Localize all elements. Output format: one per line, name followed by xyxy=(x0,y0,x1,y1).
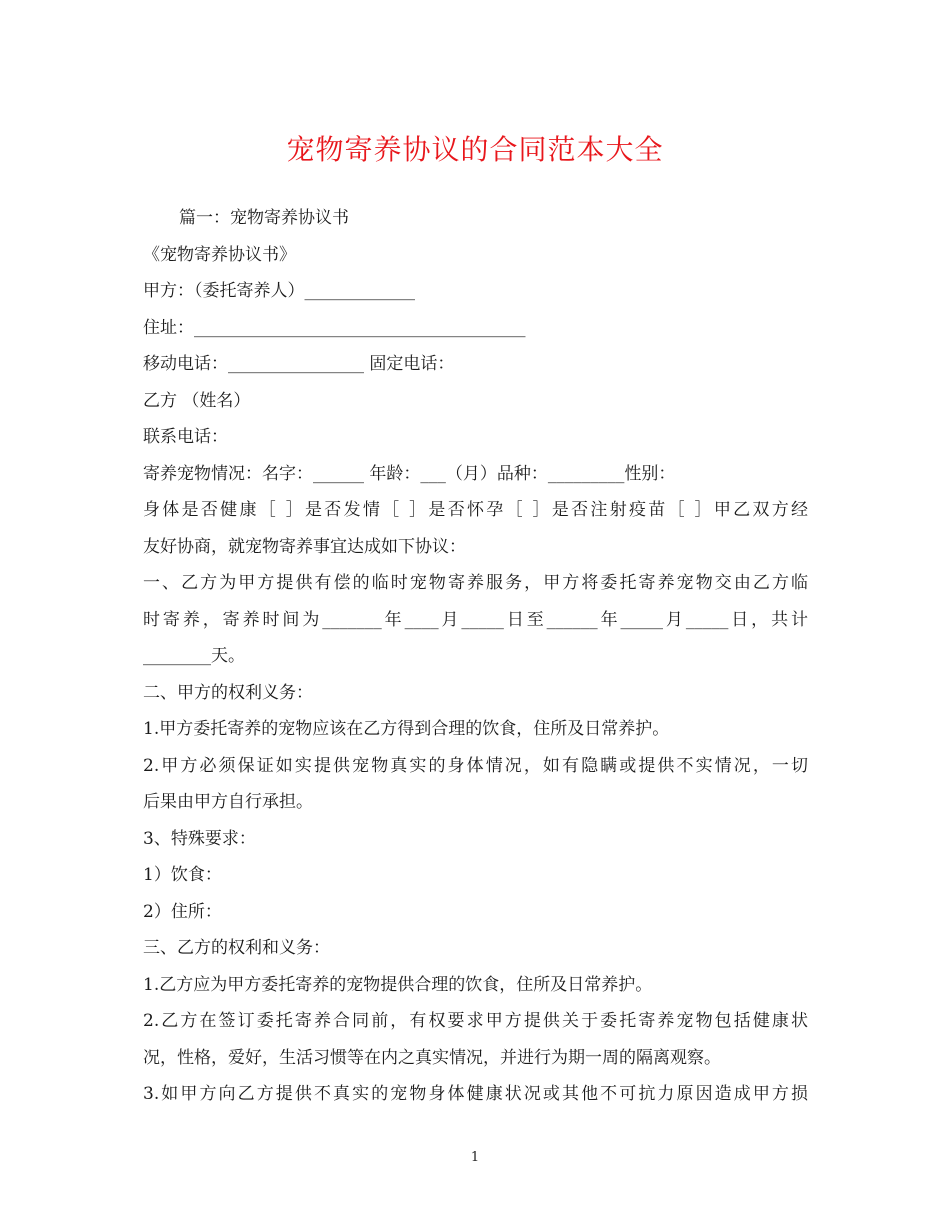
clause-3-item-2-line-1: 2.乙方在签订委托寄养合同前，有权要求甲方提供关于委托寄养宠物包括健康状 xyxy=(143,1011,808,1031)
page-number: 1 xyxy=(470,1150,480,1165)
pet-health-checkboxes: 身体是否健康［ ］是否发情［ ］是否怀孕［ ］是否注射疫苗［ ］甲乙双方经 xyxy=(143,500,808,520)
clause-3-heading: 三、乙方的权利和义务： xyxy=(143,938,330,958)
address-field: 住址：_______________________________________ xyxy=(143,317,526,338)
pet-info-fields: 寄养宠物情况：名字：______ 年龄：___（月）品种：_________性别： xyxy=(143,463,676,484)
clause-2-item-2-line-2: 后果由甲方自行承担。 xyxy=(143,792,313,812)
clause-2-heading: 二、甲方的权利义务： xyxy=(143,682,313,703)
clause-2-item-1: 1.甲方委托寄养的宠物应该在乙方得到合理的饮食，住所及日常养护。 xyxy=(143,719,670,739)
clause-3-item-2-line-2: 况，性格，爱好，生活习惯等在内之真实情况，并进行为期一周的隔离观察。 xyxy=(143,1047,721,1068)
clause-1-line-2: 时寄养，寄养时间为_______年____月_____日至______年_____月_____日，共计 xyxy=(143,609,808,630)
clause-3-item-1: 1.乙方应为甲方委托寄养的宠物提供合理的饮食，住所及日常养护。 xyxy=(143,974,653,995)
clause-1-line-1: 一、乙方为甲方提供有偿的临时宠物寄养服务，甲方将委托寄养宠物交由乙方临 xyxy=(143,573,808,593)
agreement-name: 《宠物寄养协议书》 xyxy=(143,244,296,265)
party-b-field: 乙方 （姓名） xyxy=(143,390,251,411)
clause-2-item-2-line-1: 2.甲方必须保证如实提供宠物真实的身体情况，如有隐瞒或提供不实情况，一切 xyxy=(143,755,808,776)
agreement-intro: 友好协商，就宠物寄养事宜达成如下协议： xyxy=(143,536,466,557)
section-heading: 篇一：宠物寄养协议书 xyxy=(179,208,349,228)
diet-requirement: 1）饮食： xyxy=(143,865,222,885)
clause-1-line-3: ________天。 xyxy=(143,646,245,666)
clause-3-item-3-line-1: 3.如甲方向乙方提供不真实的宠物身体健康状况或其他不可抗力原因造成甲方损 xyxy=(143,1084,808,1104)
phone-fields: 移动电话：________________ 固定电话： xyxy=(143,354,455,374)
document-title: 宠物寄养协议的合同范本大全 xyxy=(286,133,664,166)
contact-phone-field: 联系电话： xyxy=(143,427,228,447)
document-body xyxy=(143,200,808,1113)
special-requirements-heading: 3、特殊要求： xyxy=(143,828,256,849)
housing-requirement: 2）住所： xyxy=(143,901,222,922)
party-a-field: 甲方：（委托寄养人）_____________ xyxy=(143,281,415,301)
